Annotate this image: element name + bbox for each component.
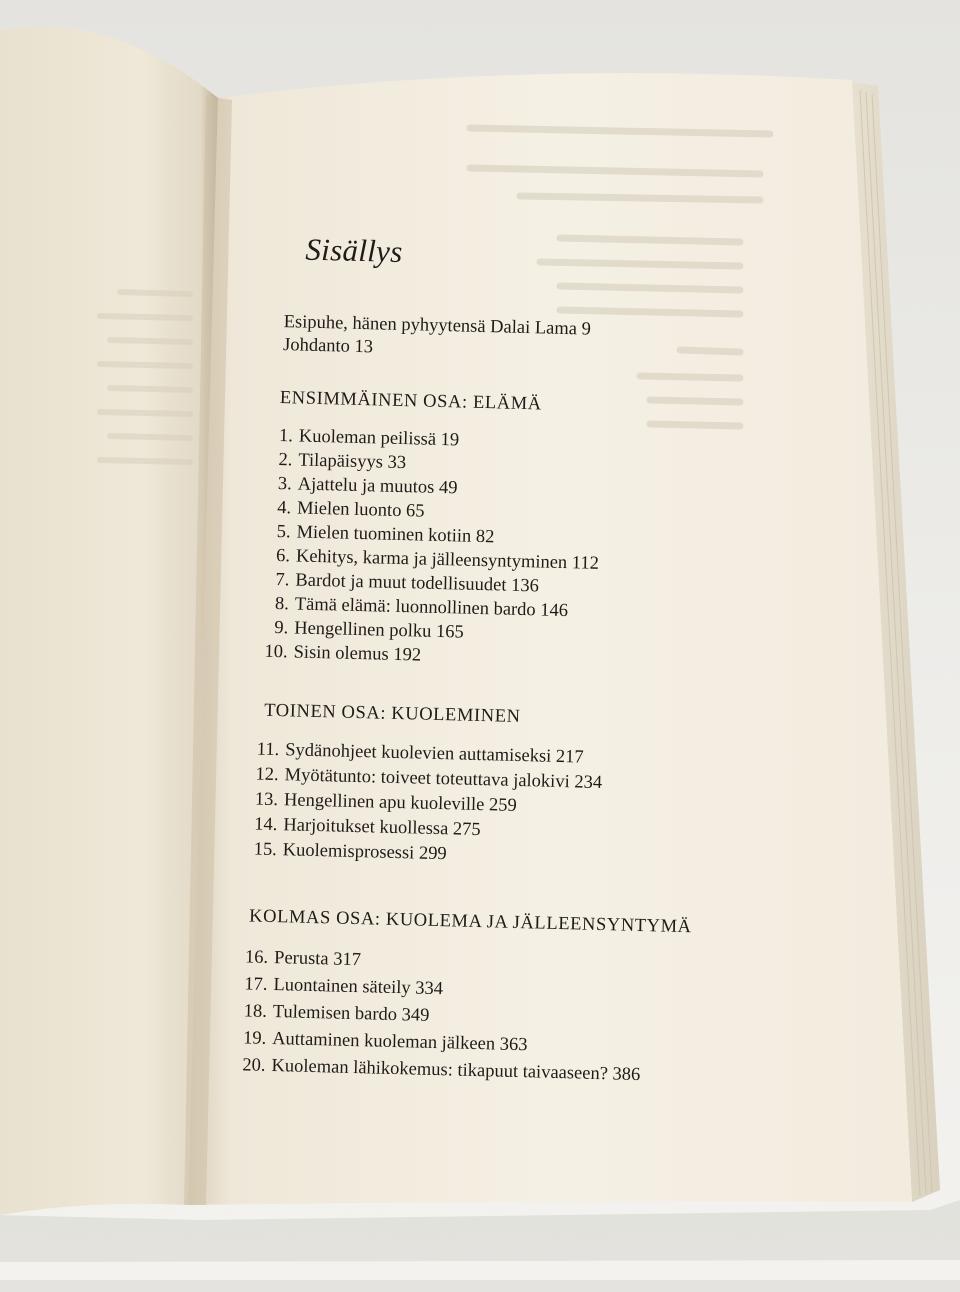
toc-chapter-entry — [264, 523, 494, 547]
toc-chapter-entry — [252, 790, 517, 815]
chapter-title: Luontainen säteily 334 — [273, 975, 444, 1000]
toc-chapter-entry — [266, 451, 406, 473]
chapter-number: 7. — [275, 569, 290, 591]
toc-chapter-entry — [251, 815, 481, 839]
toc-chapter-entry — [241, 975, 443, 998]
chapter-number: 16. — [244, 947, 269, 968]
chapter-title: Auttaminen kuoleman jälkeen 363 — [271, 1029, 528, 1056]
chapter-number: 1. — [278, 426, 294, 447]
chapter-title: Hengellinen apu kuoleville 259 — [283, 790, 517, 816]
chapter-title: Sydänohjeet kuolevien auttamiseksi 217 — [285, 740, 584, 768]
chapter-number: 2. — [278, 450, 293, 471]
chapter-title: Kuoleman peilissä 19 — [298, 426, 460, 451]
chapter-title: Tilapäisyys 33 — [298, 450, 407, 474]
chapter-number: 10. — [264, 641, 288, 663]
toc-front-matter-item: Johdanto 13 — [282, 335, 374, 358]
chapter-number: 6. — [275, 545, 291, 567]
toc-chapter-entry — [241, 1002, 430, 1025]
toc-chapter-entry — [267, 427, 460, 450]
chapter-number: 4. — [277, 498, 292, 519]
toc-chapter-entry — [261, 643, 421, 665]
chapter-title: Mielen luonto 65 — [296, 498, 425, 522]
part-heading: TOINEN OSA: KUOLEMINEN — [263, 700, 521, 728]
chapter-number: 12. — [255, 764, 279, 786]
chapter-title: Harjoitukset kuollessa 275 — [283, 815, 481, 841]
toc-chapter-entry — [266, 475, 458, 498]
toc-chapter-entry — [262, 619, 464, 642]
chapter-title: Myötätunto: toiveet toteuttava jalokivi 234 — [284, 765, 603, 794]
toc-chapter-entry — [242, 948, 361, 969]
chapter-number: 5. — [276, 522, 291, 543]
chapter-title: Kuoleman lähikokemus: tikapuut taivaaseen? 386 — [271, 1056, 641, 1086]
chapter-number: 11. — [256, 739, 280, 761]
toc-chapter-entry — [263, 571, 539, 596]
chapter-title: Ajattelu ja muutos 49 — [297, 474, 458, 499]
toc-chapter-entry — [240, 1029, 528, 1055]
part-heading: KOLMAS OSA: KUOLEMA JA JÄLLEENSYNTYMÄ — [248, 906, 692, 938]
toc-chapter-entry — [251, 840, 447, 863]
chapter-title: Tulemisen bardo 349 — [272, 1002, 430, 1026]
chapter-number: 9. — [274, 617, 289, 639]
part-heading: ENSIMMÄINEN OSA: ELÄMÄ — [279, 388, 542, 415]
chapter-number: 15. — [253, 839, 278, 861]
toc-chapter-entry — [265, 499, 425, 521]
toc-chapter-entry — [252, 765, 602, 792]
chapter-number: 13. — [254, 789, 279, 811]
toc-chapter-entry — [263, 595, 569, 621]
chapter-title: Kuolemisprosessi 299 — [282, 840, 447, 865]
chapter-number: 20. — [242, 1055, 266, 1076]
chapter-number: 14. — [254, 814, 278, 836]
chapter-title: Mielen tuominen kotiin 82 — [296, 522, 495, 548]
chapter-number: 19. — [242, 1028, 267, 1049]
chapter-title: Sisin olemus 192 — [293, 642, 422, 666]
toc-chapter-entry — [253, 740, 584, 767]
chapter-number: 3. — [277, 474, 292, 495]
chapter-title: Perusta 317 — [273, 948, 362, 971]
toc-title: Sisällys — [305, 231, 404, 269]
chapter-title: Hengellinen polku 165 — [293, 618, 464, 643]
chapter-title: Bardot ja muut todellisuudet 136 — [295, 570, 540, 597]
toc-front-matter-item: Esipuhe, hänen pyhyytensä Dalai Lama 9 — [283, 312, 592, 340]
chapter-number: 18. — [243, 1001, 268, 1022]
chapter-number: 17. — [244, 974, 268, 995]
chapter-title: Tämä elämä: luonnollinen bardo 146 — [294, 594, 569, 622]
chapter-number: 8. — [274, 593, 290, 615]
toc-chapter-entry — [239, 1056, 640, 1084]
chapter-title: Kehitys, karma ja jälleensyntyminen 112 — [295, 546, 600, 574]
toc-chapter-entry — [264, 547, 599, 574]
